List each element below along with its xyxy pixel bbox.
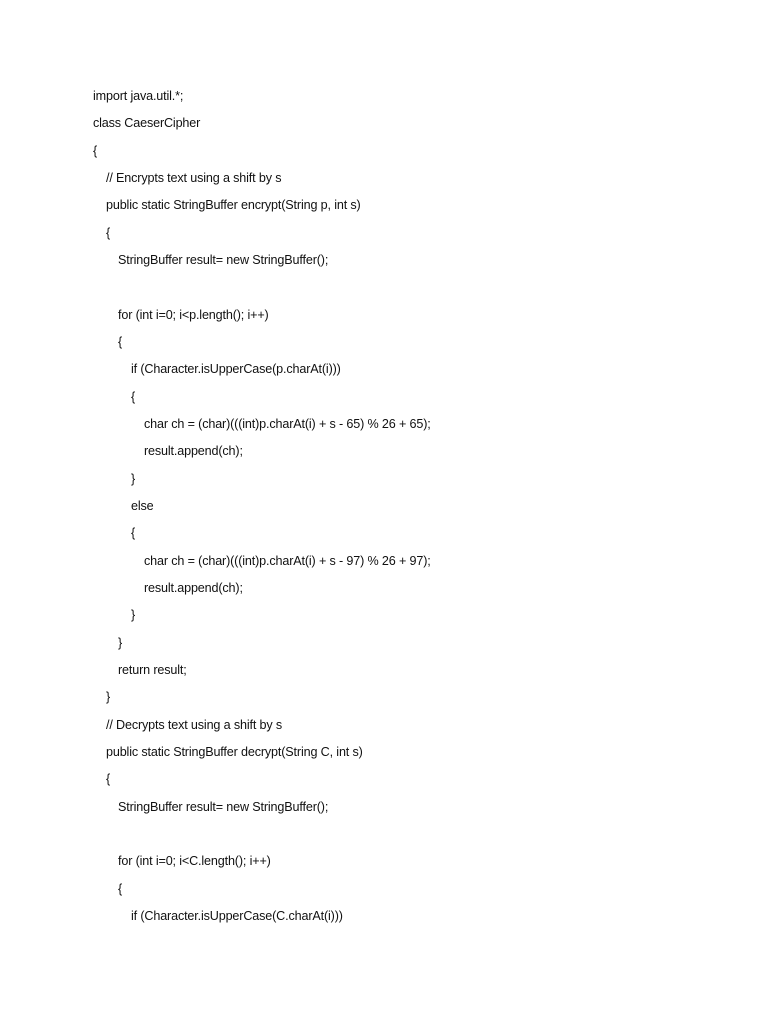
- code-line: char ch = (char)(((int)p.charAt(i) + s - 97) % 26 + 97);: [144, 553, 431, 568]
- code-line: }: [118, 635, 123, 650]
- code-line: {: [106, 225, 111, 240]
- code-line: {: [106, 772, 111, 787]
- code-line: // Encrypts text using a shift by s: [106, 170, 282, 185]
- code-line: result.append(ch);: [144, 580, 243, 595]
- code-line: }: [131, 471, 136, 486]
- code-line: {: [118, 881, 123, 896]
- code-line: for (int i=0; i<p.length(); i++): [118, 307, 269, 322]
- code-line: if (Character.isUpperCase(p.charAt(i))): [131, 362, 341, 377]
- code-line: result.append(ch);: [144, 444, 243, 459]
- blank-line: [93, 276, 431, 303]
- code-line: public static StringBuffer encrypt(String p, int s): [106, 198, 361, 213]
- code-line: StringBuffer result= new StringBuffer();: [118, 252, 329, 267]
- code-line: class CaeserCipher: [93, 116, 201, 131]
- code-line: {: [93, 143, 98, 158]
- code-line: if (Character.isUpperCase(C.charAt(i))): [131, 908, 343, 923]
- code-line: {: [131, 389, 136, 404]
- code-line: public static StringBuffer decrypt(String C, int s): [106, 744, 363, 759]
- code-line: for (int i=0; i<C.length(); i++): [118, 854, 271, 869]
- code-line: {: [118, 334, 123, 349]
- code-line: char ch = (char)(((int)p.charAt(i) + s - 65) % 26 + 65);: [144, 416, 431, 431]
- code-line: else: [131, 498, 154, 513]
- code-line: // Decrypts text using a shift by s: [106, 717, 283, 732]
- code-listing: [93, 85, 431, 932]
- code-line: import java.util.*;: [93, 89, 184, 103]
- code-line: }: [106, 690, 111, 705]
- code-line: return result;: [118, 662, 187, 677]
- code-line: }: [131, 608, 136, 623]
- code-line: {: [131, 526, 136, 541]
- blank-line: [93, 823, 431, 850]
- code-line: StringBuffer result= new StringBuffer();: [118, 799, 329, 814]
